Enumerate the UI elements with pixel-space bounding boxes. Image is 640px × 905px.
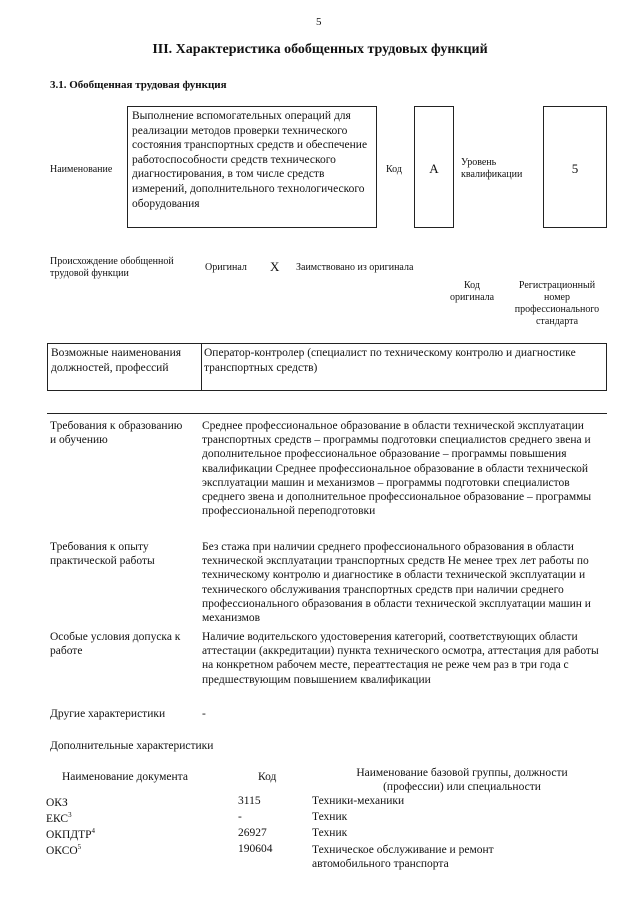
positions-box <box>47 343 607 391</box>
req-experience-value: Без стажа при наличии среднего профессионального образования в области технической эксплуатации транспортных средств Не менее трех лет работы по техническому контролю и диагностике в области технической эксплуатации и технического обслуживания транспортных средств при наличии среднего профессионального образования в области технической эксплуатации машин и механизмов <box>202 541 591 625</box>
doc-code: 26927 <box>238 827 267 839</box>
page-number: 5 <box>316 16 322 28</box>
otf-name-value: Выполнение вспомогательных операций для реализации методов проверки технического состояния транспортных средств и обеспечение работоспособности средств технического диагностирования, в том числе средств измерений, дополнительного технологического оборудования <box>132 110 368 210</box>
col-group-header: Наименование базовой группы, должности (профессии) или специальности <box>356 767 568 793</box>
doc-name: ОКСО <box>46 844 78 857</box>
positions-label: Возможные наименования должностей, профессий <box>51 347 182 374</box>
col-code-header: Код <box>258 771 277 783</box>
doc-name: ОКПДТР <box>46 828 92 841</box>
origin-original-label: Оригинал <box>205 262 247 273</box>
otf-level-box <box>543 106 607 228</box>
req-education-value: Среднее профессиональное образование в области технической эксплуатации транспортных средств – программы подготовки специалистов среднего звена и дополнительное профессиональное образование – программы повышения квалификации Среднее профессиональное образование в области технической эксплуатации машин и механизмов – программы подготовки специалистов среднего звена и дополнительное профессиональное образование – программы профессиональной переподготовки <box>202 420 592 518</box>
requirements-divider <box>47 413 607 414</box>
additional-title: Дополнительные характеристики <box>50 740 214 752</box>
doc-name: ЕКС <box>46 812 69 825</box>
req-conditions-value: Наличие водительского удостоверения категорий, соответствующих области аттестации (аккредитации) пункта технического осмотра, аттестация для работы на конкретном рабочем месте, переаттестация не реже чем раз в три года с предшествующим повышением квалификации <box>202 631 599 686</box>
req-experience-label: Требования к опыту практической работы <box>50 541 155 568</box>
code-original-label: Код оригинала <box>449 280 495 303</box>
positions-value: Оператор-контролер (специалист по техническому контролю и диагностике транспортных средств) <box>204 347 576 374</box>
otf-code-value: А <box>429 161 439 176</box>
origin-label: Происхождение обобщенной трудовой функции <box>50 256 174 279</box>
req-education-label: Требования к образованию и обучению <box>50 420 183 447</box>
doc-row-okpdtr: ОКПДТР$^4$ <box>46 827 96 841</box>
reg-number-label: Регистрационный номер профессионального стандарта <box>514 280 600 327</box>
doc-code: 190604 <box>238 843 273 855</box>
doc-code: - <box>238 811 242 823</box>
doc-row-okso: ОКСО$^5$ <box>46 843 82 857</box>
otf-code-box <box>414 106 454 228</box>
doc-group: Техники-механики <box>312 795 405 807</box>
req-other-label: Другие характеристики <box>50 708 166 720</box>
code-label: Код <box>386 164 402 175</box>
req-other-value: - <box>202 708 206 720</box>
doc-group: Техник <box>312 811 348 823</box>
name-label: Наименование <box>50 164 113 175</box>
col-doc-header: Наименование документа <box>62 771 188 783</box>
doc-group: Техническое обслуживание и ремонт автомобильного транспорта <box>312 844 494 870</box>
section-title: III. Характеристика обобщенных трудовых функций <box>152 42 488 57</box>
level-label: Уровень квалификации <box>461 157 523 180</box>
doc-name: ОКЗ <box>46 796 68 809</box>
doc-row-eks: ЕКС$^3$ <box>46 811 72 825</box>
origin-borrowed-label: Заимствовано из оригинала <box>296 262 414 273</box>
doc-row-okz <box>46 795 68 809</box>
req-conditions-label: Особые условия допуска к работе <box>50 631 181 658</box>
doc-code: 3115 <box>238 795 261 807</box>
otf-name-box <box>127 106 377 228</box>
origin-original-mark: X <box>270 259 280 274</box>
positions-label-cell <box>48 344 202 390</box>
doc-group: Техник <box>312 827 348 839</box>
subsection-title: 3.1. Обобщенная трудовая функция <box>50 79 227 91</box>
otf-level-value: 5 <box>571 161 579 176</box>
